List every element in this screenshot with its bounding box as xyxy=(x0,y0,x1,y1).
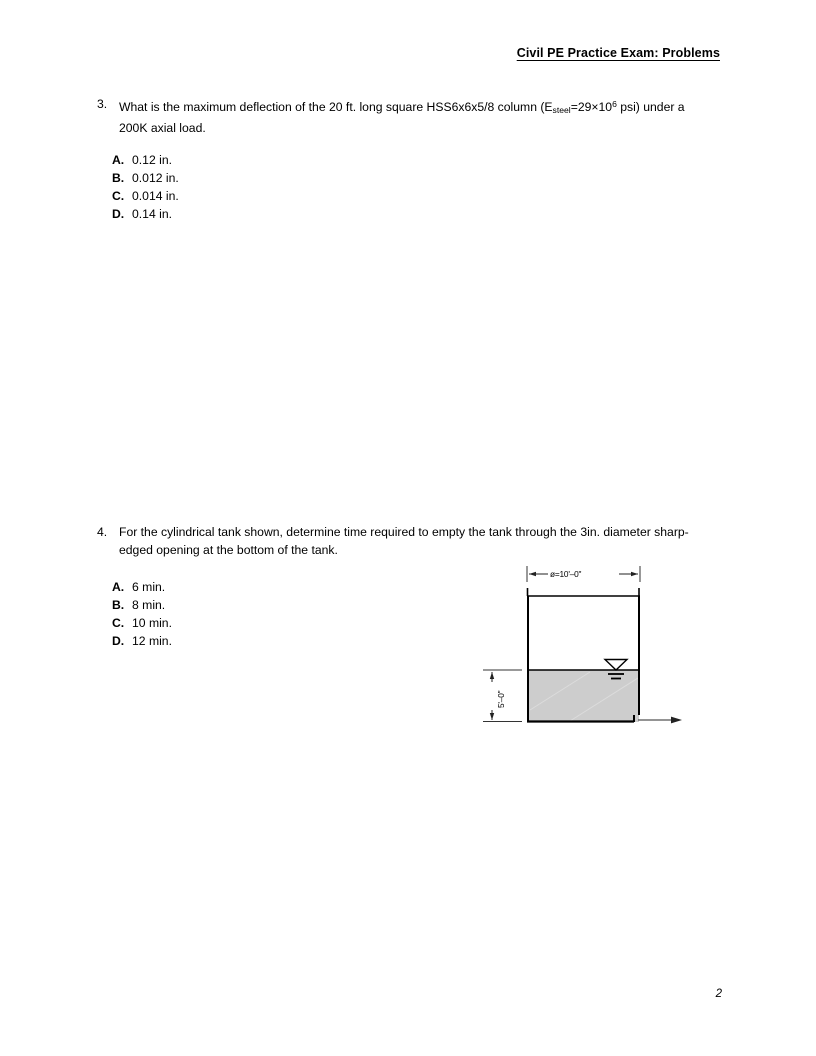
dimension-arrowhead-right xyxy=(631,572,638,577)
choice-4-d[interactable] xyxy=(112,632,172,650)
choice-3-c-letter: C. xyxy=(112,189,125,203)
page-number: 2 xyxy=(715,988,722,1000)
choice-4-c[interactable] xyxy=(112,614,172,632)
question-4-text: For the cylindrical tank shown, determine time required to empty the tank through the 3in. diameter sharp-edged opening at the bottom of the tank. xyxy=(119,525,689,557)
choice-3-d-text: 0.14 in. xyxy=(132,207,172,221)
depth-arrowhead-top xyxy=(490,672,494,679)
water-level-triangle-icon xyxy=(605,660,627,671)
dimension-arrowhead-left xyxy=(529,572,536,577)
choice-4-b-letter: B. xyxy=(112,598,125,612)
choice-3-b[interactable] xyxy=(112,169,179,187)
tank-depth-label: 5'–0" xyxy=(496,690,506,708)
question-3-number: 3. xyxy=(97,97,108,111)
choice-3-a-text: 0.12 in. xyxy=(132,153,172,167)
choice-3-d[interactable] xyxy=(112,205,179,223)
choice-4-a[interactable] xyxy=(112,578,172,596)
depth-arrowhead-bottom xyxy=(490,713,494,720)
choice-4-d-text: 12 min. xyxy=(132,634,172,648)
choice-3-c-text: 0.014 in. xyxy=(132,189,179,203)
cylindrical-tank-figure xyxy=(470,560,690,735)
question-3-choices xyxy=(112,151,179,223)
question-3-text-part3: psi) under a 200K axial load. xyxy=(119,100,685,135)
question-4-number: 4. xyxy=(97,525,108,539)
tank-diameter-label: ø=10'–0" xyxy=(550,569,582,579)
choice-4-b-text: 8 min. xyxy=(132,598,166,612)
outflow-arrowhead-icon xyxy=(671,717,682,724)
question-3-text-part2: =29×10 xyxy=(570,100,613,114)
choice-4-c-letter: C. xyxy=(112,616,125,630)
choice-3-d-letter: D. xyxy=(112,207,125,221)
water-fill xyxy=(528,670,639,722)
question-3-text xyxy=(119,96,707,137)
question-3-text-part1: What is the maximum deflection of the 20 ft. long square HSS6x6x5/8 column (E xyxy=(119,100,553,114)
choice-4-d-letter: D. xyxy=(112,634,125,648)
question-3-subscript: steel xyxy=(552,105,571,115)
choice-3-b-text: 0.012 in. xyxy=(132,171,179,185)
choice-3-a[interactable] xyxy=(112,151,179,169)
question-4-choices xyxy=(112,578,172,650)
document-header xyxy=(0,46,720,60)
choice-4-a-text: 6 min. xyxy=(132,580,166,594)
choice-4-c-text: 10 min. xyxy=(132,616,172,630)
choice-4-a-letter: A. xyxy=(112,580,125,594)
tank-diagram-svg xyxy=(470,560,690,735)
choice-4-b[interactable] xyxy=(112,596,172,614)
choice-3-a-letter: A. xyxy=(112,153,125,167)
question-3-superscript: 6 xyxy=(612,99,617,109)
choice-3-b-letter: B. xyxy=(112,171,125,185)
choice-3-c[interactable] xyxy=(112,187,179,205)
header-title: Civil PE Practice Exam: Problems xyxy=(516,46,720,60)
